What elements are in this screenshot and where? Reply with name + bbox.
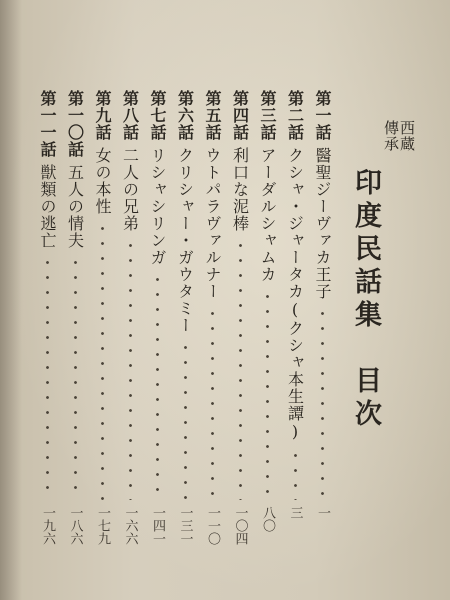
dot-leader (74, 255, 77, 500)
dot-leader (129, 238, 132, 500)
toc-entry[interactable] (39, 90, 55, 249)
toc-page-number: 一八六 (67, 506, 83, 545)
toc-entry[interactable] (149, 90, 165, 266)
toc-page-number: 一 (315, 506, 330, 519)
toc-page-number: 一〇四 (232, 506, 248, 545)
toc-entry-title: クリシャー・ガウタミー (175, 147, 195, 334)
dot-leader (184, 340, 187, 500)
page-title: 印度民話集 目次 (350, 168, 381, 432)
toc-page-number: 一六六 (122, 506, 138, 545)
subtitle-right: 西蔵 (398, 120, 416, 152)
toc-entry-title: 二人の兄弟 (120, 147, 140, 232)
dot-leader (156, 272, 159, 500)
toc-entry[interactable] (67, 90, 83, 249)
toc-entry-title: クシャ・ジャータカ(クシャ本生譚) (285, 147, 305, 442)
toc-entry-title: 利口な泥棒 (230, 147, 250, 232)
toc-entry-number: 第一〇話 (65, 90, 85, 158)
page-gutter-shadow (0, 0, 22, 600)
toc-entry[interactable] (232, 90, 248, 232)
toc-entry-title: 女の本性 (93, 147, 112, 215)
dot-leader (101, 221, 104, 500)
toc-entry-number: 第一一話 (38, 90, 57, 158)
toc-entry[interactable] (259, 90, 275, 283)
toc-page-number: 一七九 (95, 506, 110, 545)
toc-entry[interactable] (122, 90, 138, 232)
toc-entry-number: 第六話 (175, 90, 195, 141)
toc-entry[interactable] (94, 90, 110, 215)
toc-entry-number: 第三話 (258, 90, 277, 141)
toc-page-number: 三 (287, 506, 303, 519)
dot-leader (294, 448, 297, 500)
toc-entry[interactable] (314, 90, 330, 300)
toc-page-number: 八〇 (260, 506, 275, 532)
dot-leader (46, 255, 49, 500)
toc-entry-title: 獣類の逃亡 (38, 164, 57, 249)
toc-entry-number: 第五話 (203, 90, 222, 141)
toc-entry[interactable] (287, 90, 303, 442)
toc-entry-number: 第一話 (313, 90, 332, 141)
toc-entry-number: 第八話 (120, 90, 140, 141)
toc-entry-number: 第四話 (230, 90, 250, 141)
toc-entry-title: 五人の情夫 (65, 164, 85, 249)
toc-entry-title: アーダルシャムカ (258, 147, 277, 283)
toc-entry-title: リシャシリンガ (148, 147, 167, 266)
subtitle-left: 傳承 (382, 120, 400, 152)
dot-leader (211, 306, 214, 500)
toc-page-number: 一九六 (40, 506, 55, 545)
toc-page-number: 一四一 (150, 506, 165, 545)
toc-page-number: 一一〇 (205, 506, 220, 545)
dot-leader (321, 306, 324, 500)
toc-entry-number: 第二話 (285, 90, 305, 141)
dot-leader (266, 289, 269, 500)
toc-entry[interactable] (177, 90, 193, 334)
toc-page-number: 一三一 (177, 506, 193, 545)
dot-leader (239, 238, 242, 500)
toc-entry[interactable] (204, 90, 220, 300)
toc-entry-number: 第九話 (93, 90, 112, 141)
toc-entry-title: ウトパラヴァルナー (203, 147, 222, 300)
toc-entry-number: 第七話 (148, 90, 167, 141)
toc-entry-title: 醫聖ジーヴァカ王子 (313, 147, 332, 300)
